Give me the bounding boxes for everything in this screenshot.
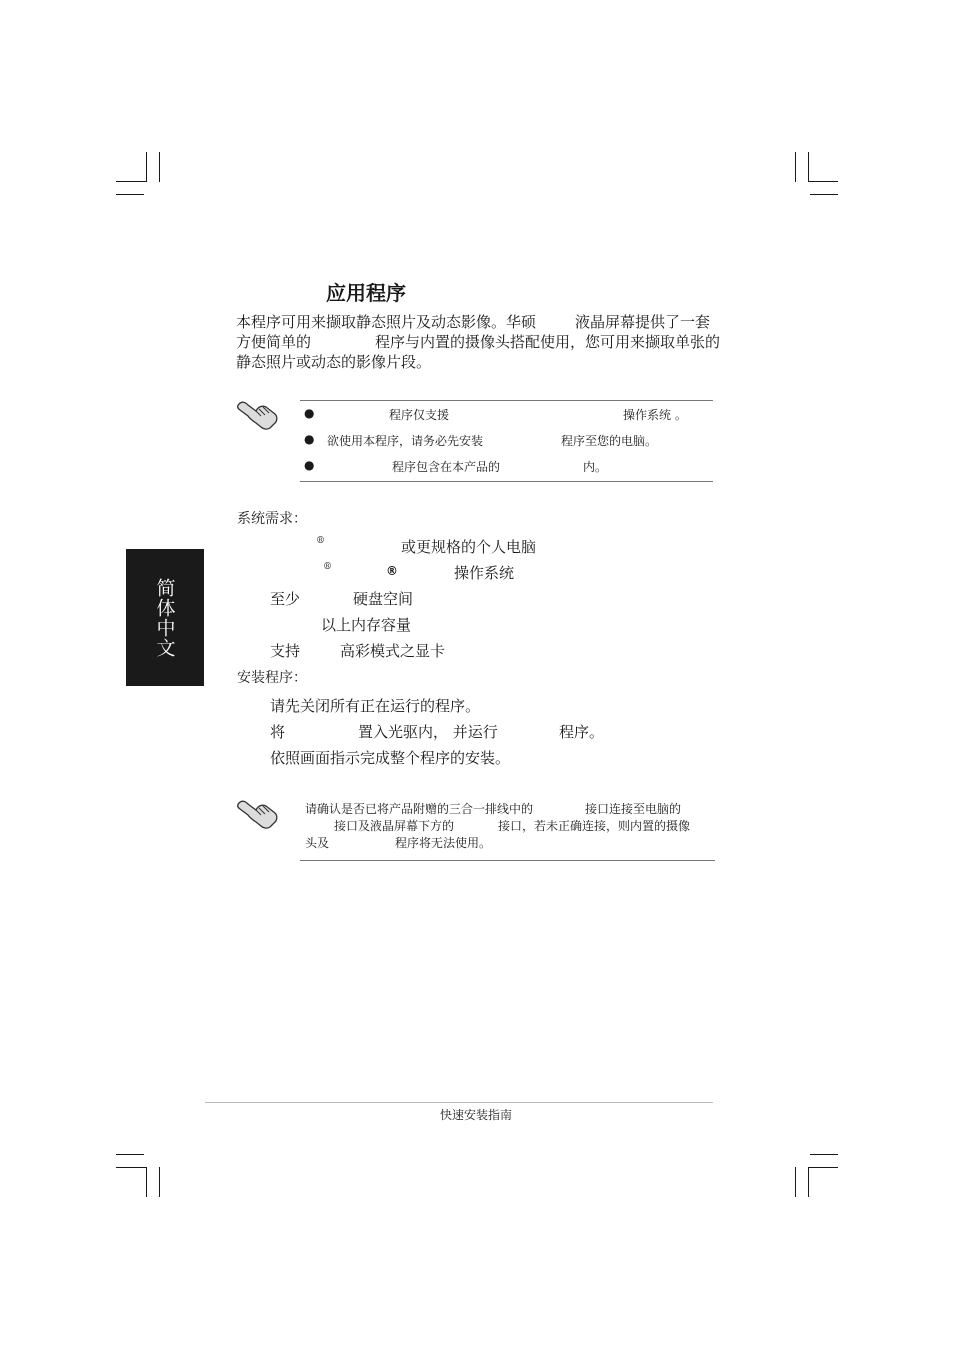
crop-mark <box>808 181 838 182</box>
crop-mark <box>116 194 144 195</box>
install-heading: 安装程序： <box>237 670 307 686</box>
note-item <box>304 458 714 474</box>
note-text: 头及 <box>305 836 330 850</box>
note-top-rule <box>300 400 713 401</box>
crop-mark <box>808 1167 838 1168</box>
requirement-text: 硬盘空间 <box>353 590 414 608</box>
intro-text: 方便简单的 <box>236 333 312 351</box>
intro-text: 液晶屏幕提供了一套 <box>575 313 711 331</box>
note-text: 接口及液晶屏幕下方的 <box>334 819 455 833</box>
page-title: 应用程序 <box>326 281 406 305</box>
requirement-item <box>236 562 636 582</box>
requirement-item <box>236 588 636 608</box>
requirement-item <box>236 640 636 660</box>
note-item <box>304 432 714 448</box>
install-text: 程序。 <box>559 723 605 741</box>
requirement-item <box>236 614 636 634</box>
note-text: 接口连接至电脑的 <box>585 802 682 816</box>
registered-mark: ® <box>386 564 398 578</box>
bullet-dot: ● <box>304 458 315 472</box>
side-tab-label: 简体中文 <box>153 577 176 658</box>
note-bottom-rule <box>300 860 715 861</box>
note-text: 操作系统 。 <box>623 408 687 422</box>
note-text: 程序将无法使用。 <box>395 836 492 850</box>
crop-mark <box>808 152 809 182</box>
crop-mark <box>116 1154 144 1155</box>
install-text: 请先关闭所有正在运行的程序。 <box>270 697 481 715</box>
requirement-text: 至少 <box>270 590 301 608</box>
requirement-text: 支持 <box>270 642 301 660</box>
requirement-text: 操作系统 <box>454 564 515 582</box>
crop-mark <box>159 1167 160 1197</box>
note-text: 程序仅支援 <box>389 408 450 422</box>
install-text: 依照画面指示完成整个程序的安装。 <box>270 749 511 767</box>
note-text: 内。 <box>583 460 608 474</box>
install-text: 置入光驱内， 并运行 <box>358 723 498 741</box>
install-step <box>236 695 656 715</box>
crop-mark <box>810 194 838 195</box>
language-side-tab <box>126 549 204 686</box>
requirement-item <box>236 536 636 556</box>
hand-note-icon <box>236 796 280 830</box>
note-text: 欲使用本程序，请务必先安装 <box>327 434 484 448</box>
note-text: 程序至您的电脑。 <box>561 434 658 448</box>
install-text: 将 <box>270 723 286 741</box>
note-text: 程序包含在本产品的 <box>392 460 501 474</box>
intro-paragraph <box>236 312 721 372</box>
install-step <box>236 721 656 741</box>
note-bottom-rule <box>300 481 713 482</box>
crop-mark <box>808 1167 809 1197</box>
note-text: 请确认是否已将产品附赠的三合一排线中的 <box>305 802 534 816</box>
crop-mark <box>116 1167 146 1168</box>
crop-mark <box>159 152 160 182</box>
requirement-text: 或更规格的个人电脑 <box>401 538 537 556</box>
hand-note-icon <box>236 397 280 431</box>
crop-mark <box>795 152 796 182</box>
registered-mark: ® <box>316 536 325 546</box>
install-step <box>236 747 656 767</box>
crop-mark <box>810 1154 838 1155</box>
intro-text: 程序与内置的摄像头搭配使用，您可用来撷取单张的 <box>375 333 721 351</box>
requirements-heading: 系统需求： <box>237 511 307 527</box>
note-text: 接口，若未正确连接，则内置的摄像 <box>498 819 691 833</box>
intro-text: 本程序可用来撷取静态照片及动态影像。华硕 <box>236 313 537 331</box>
requirement-text: 高彩模式之显卡 <box>340 642 446 660</box>
footer-rule <box>205 1102 713 1103</box>
connection-note <box>305 801 715 852</box>
note-item <box>304 406 714 422</box>
bullet-dot: ● <box>304 406 315 420</box>
crop-mark <box>146 1167 147 1197</box>
registered-mark: ® <box>323 562 332 572</box>
crop-mark <box>116 181 146 182</box>
footer-text: 快速安装指南 <box>440 1108 513 1122</box>
requirement-text: 以上内存容量 <box>321 616 412 634</box>
crop-mark <box>146 152 147 182</box>
crop-mark <box>795 1167 796 1197</box>
intro-text: 静态照片或动态的影像片段。 <box>236 353 432 371</box>
bullet-dot: ● <box>304 432 315 446</box>
